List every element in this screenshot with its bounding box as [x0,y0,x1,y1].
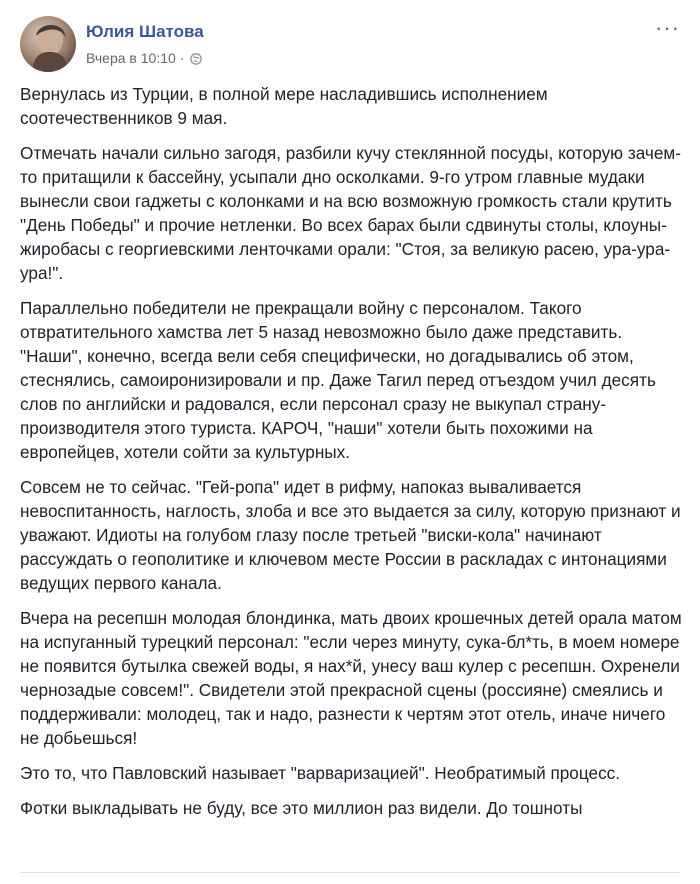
avatar[interactable] [20,16,76,72]
meta-separator: · [179,50,185,66]
more-options-icon[interactable]: ··· [655,15,680,40]
post-timestamp[interactable]: Вчера в 10:10 [86,50,176,66]
post-paragraph: Совсем не то сейчас. "Гей-ропа" идет в рифму, напоказ вываливается невоспитанность, наглость, злоба и все это выдается за силу, которую признают и уважают. Идиоты на голубом глазу после третьей "виски-кола" начинают рассуждать о геополитике и ключевом месте России в раскладах с интонациями ведущих первого канала. [20,477,681,593]
author-name[interactable]: Юлия Шатова [86,22,204,41]
post-paragraph: Отмечать начали сильно загодя, разбили кучу стеклянной посуды, которую зачем-то притащили к бассейну, усыпали дно осколками. 9-го утром главные мудаки вынесли свои гаджеты с колонками и на всю возможную громкость стали крутить "День Победы" и прочие нетленки. Во всех барах были сдвинуты столы, клоуны-жиробасы с георгиевскими ленточками орали: "Стоя, за великую расею, ура-ура-ура!". [20,143,681,283]
post-paragraph: Вернулась из Турции, в полной мере насладившись исполнением соотечественников 9 мая. [20,84,548,128]
globe-icon[interactable] [190,52,202,64]
post-paragraph: Параллельно победители не прекращали войну с персоналом. Такого отвратительного хамства лет 5 назад невозможно было даже представить. "Наши", конечно, всегда вели себя специфически, но догадывались об этом, стеснялись, самоиронизировали и пр. Даже Тагил перед отъездом учил десять слов по английски и радовался, если персонал сразу не выкупал страну-производителя этого туриста. КАРОЧ, "наши" хотели быть похожими на европейцев, хотели сойти за культурных. [20,298,656,462]
post-divider [20,872,680,873]
post-header [20,16,680,76]
post-paragraph: Это то, что Павловский называет "варваризацией". Необратимый процесс. [20,763,621,783]
post-meta [86,50,202,66]
post-text [20,82,686,831]
post-paragraph: Фотки выкладывать не буду, все это миллион раз видели. До тошноты [20,798,583,818]
post-paragraph: Вчера на ресепшн молодая блондинка, мать двоих крошечных детей орала матом на испуганный турецкий персонал: "если через минуту, сука-бл*ть, в моем номере не появится бутылка свежей воды, я нах*й, унесу ваш кулер с ресепшн. Охренели чернозадые совсем!". Свидетели этой прекрасной сцены (россияне) смеялись и поддерживали: молодец, так и надо, разнести к чертям этот отель, иначе ничего не добьешься! [20,608,682,748]
avatar-photo-icon [20,16,76,72]
